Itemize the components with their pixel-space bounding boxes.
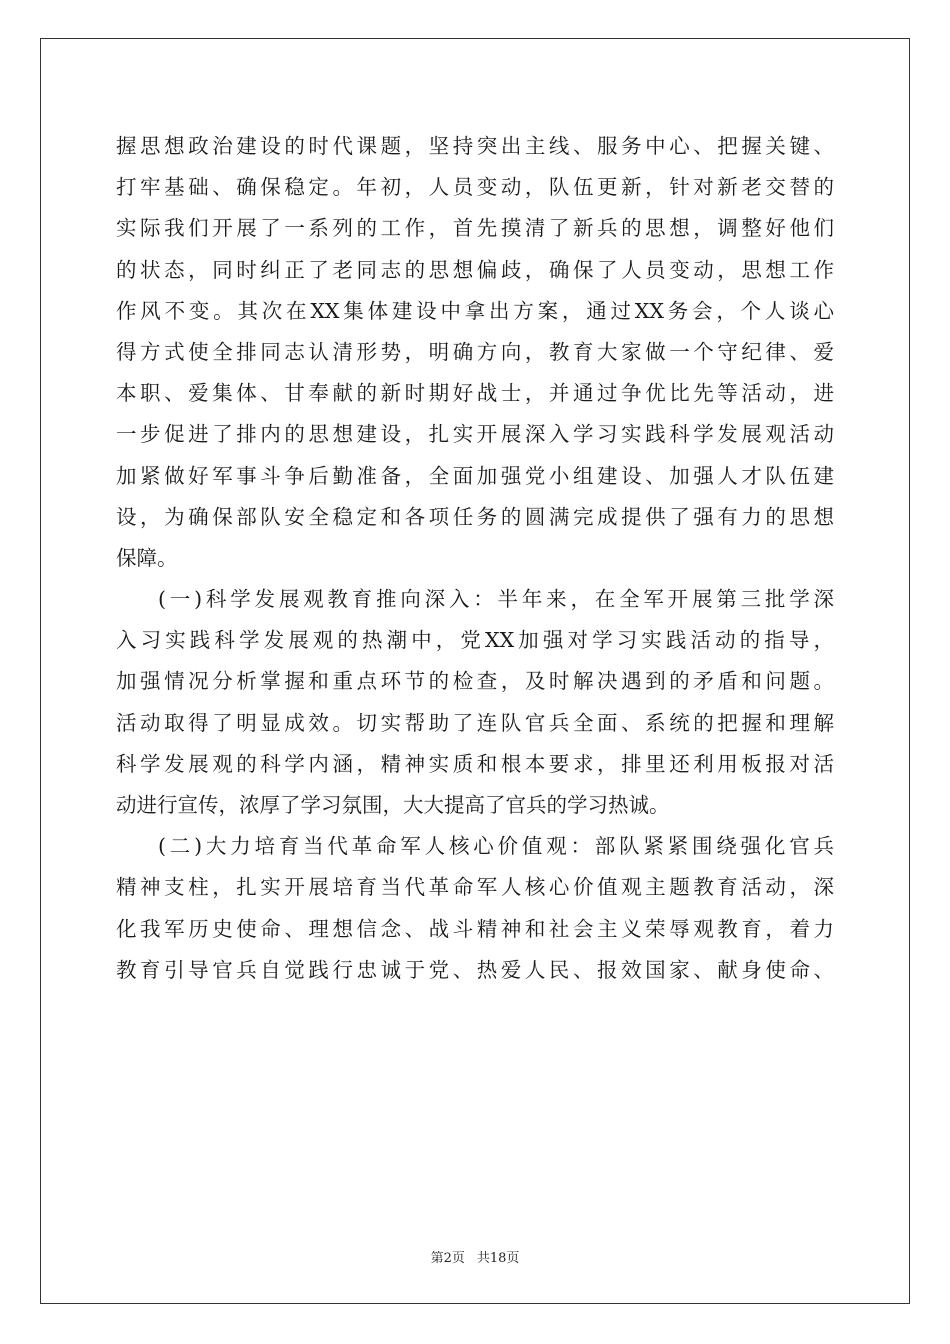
text-line: 作风不变。其次在XX集体建设中拿出方案，通过XX务会，个人谈心 [116, 298, 834, 323]
text-line: 动进行宣传，浓厚了学习氛围，大大提高了官兵的学习热诚。 [116, 793, 670, 817]
document-body [116, 126, 834, 991]
text-line: 握思想政治建设的时代课题，坚持突出主线、服务中心、把握关键、 [116, 134, 834, 158]
text-line: 保障。 [116, 545, 178, 570]
section-heading-line: (二)大力培育当代革命军人核心价值观：部队紧紧围绕强化官兵 [158, 834, 834, 859]
text-line: 科学发展观的科学内涵，精神实质和根本要求，排里还利用板报对活 [116, 751, 834, 776]
text-line: 设，为确保部队安全稳定和各项任务的圆满完成提供了强有力的思想 [116, 504, 834, 529]
text-line: 的状态，同时纠正了老同志的思想偏歧，确保了人员变动，思想工作 [116, 257, 834, 282]
text-line: 活动取得了明显成效。切实帮助了连队官兵全面、系统的把握和理解 [116, 710, 834, 735]
text-line: 得方式使全排同志认清形势，明确方向，教育大家做一个守纪律、爱 [116, 339, 834, 364]
page-total: 共18页 [476, 1251, 520, 1266]
text-line: 加紧做好军事斗争后勤准备，全面加强党小组建设、加强人才队伍建 [116, 463, 834, 488]
text-line: 入习实践科学发展观的热潮中，党XX加强对学习实践活动的指导， [116, 628, 834, 653]
text-line: 加强情况分析掌握和重点环节的检查，及时解决遇到的矛盾和问题。 [116, 669, 834, 694]
text-line: 教育引导官兵自觉践行忠诚于党、热爱人民、报效国家、献身使命、 [116, 957, 834, 982]
section-heading-line: (一)科学发展观教育推向深入：半年来，在全军开展第三批学深 [158, 587, 834, 612]
text-line: 实际我们开展了一系列的工作，首先摸清了新兵的思想，调整好他们 [116, 216, 834, 241]
text-line: 精神支柱，扎实开展培育当代革命军人核心价值观主题教育活动，深 [116, 875, 834, 900]
text-line: 一步促进了排内的思想建设，扎实开展深入学习实践科学发展观活动 [116, 422, 834, 447]
page-footer [0, 1247, 950, 1266]
text-line: 打牢基础、确保稳定。年初，人员变动，队伍更新，针对新老交替的 [116, 175, 834, 200]
page-number: 第2页 [430, 1251, 465, 1266]
text-line: 化我军历史使命、理想信念、战斗精神和社会主义荣辱观教育，着力 [116, 916, 834, 941]
text-line: 本职、爱集体、甘奉献的新时期好战士，并通过争优比先等活动，进 [116, 381, 834, 406]
